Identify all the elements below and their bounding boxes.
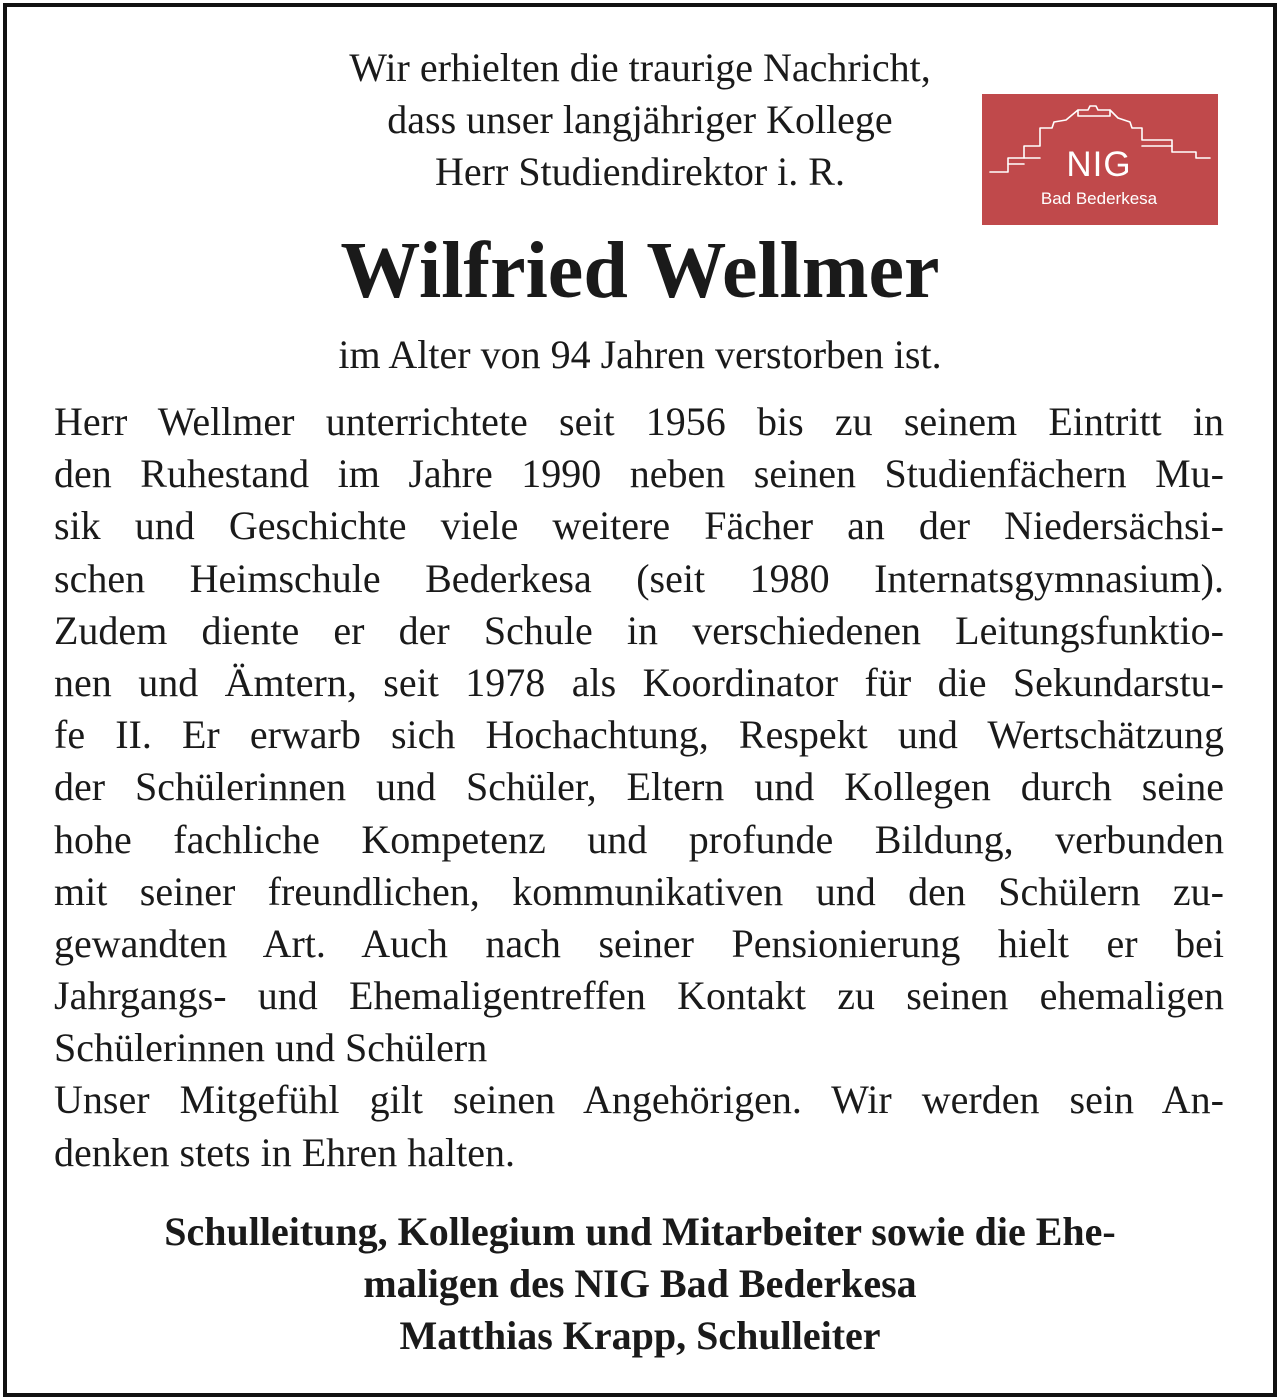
body-line: gewandten Art. Auch nach seiner Pensionierung hielt er bei (54, 920, 1224, 966)
body-line: hohe fachliche Kompetenz und profunde Bildung, verbunden (54, 816, 1224, 862)
signature-line-3: Matthias Krapp, Schulleiter (399, 1313, 881, 1358)
body-line: nen und Ämtern, seit 1978 als Koordinator für die Sekundarstu- (54, 659, 1224, 705)
body-line: Jahrgangs- und Ehemaligentreffen Kontakt zu seinen ehemaligen (54, 973, 1224, 1019)
intro-line-2: dass unser langjähriger Kollege (387, 97, 893, 142)
body-line: Herr Wellmer unterrichtete seit 1956 bis zu seinem Eintritt in (54, 399, 1224, 444)
body-line: mit seiner freundlichen, kommunikativen und den Schülern zu- (54, 868, 1224, 914)
signature-line-1: Schulleitung, Kollegium und Mitarbeiter sowie die Ehe- (164, 1209, 1116, 1254)
deceased-name: Wilfried Wellmer (340, 227, 940, 315)
body-line: sik und Geschichte viele weitere Fächer an der Niedersächsi- (54, 503, 1224, 549)
body-line: fe II. Er erwarb sich Hochachtung, Respekt und Wertschätzung (54, 712, 1224, 758)
body-line: Unser Mitgefühl gilt seinen Angehörigen. Wir werden sein An- (54, 1077, 1224, 1123)
body-line: der Schülerinnen und Schüler, Eltern und Kollegen durch seine (54, 764, 1224, 810)
age-line: im Alter von 94 Jahren verstorben ist. (338, 332, 942, 377)
body-line: Schülerinnen und Schülern (54, 1025, 488, 1071)
body-line: Zudem diente er der Schule in verschiedenen Leitungsfunktio- (54, 607, 1224, 653)
intro-text (200, 42, 1080, 198)
intro-line-3: Herr Studiendirektor i. R. (435, 149, 845, 194)
body-line: den Ruhestand im Jahre 1990 neben seinen Studienfächern Mu- (54, 451, 1224, 497)
signature-block (40, 1206, 1240, 1362)
logo-nig-text: NIG (1066, 145, 1132, 184)
intro-line-1: Wir erhielten die traurige Nachricht, (349, 45, 931, 90)
school-logo (982, 94, 1218, 225)
body-line: denken stets in Ehren halten. (54, 1129, 515, 1175)
obituary-body (54, 396, 1224, 1179)
body-line: schen Heimschule Bederkesa (seit 1980 Internatsgymnasium). (54, 555, 1224, 601)
signature-line-2: maligen des NIG Bad Bederkesa (363, 1261, 917, 1306)
logo-location-text: Bad Bederkesa (1040, 189, 1158, 208)
